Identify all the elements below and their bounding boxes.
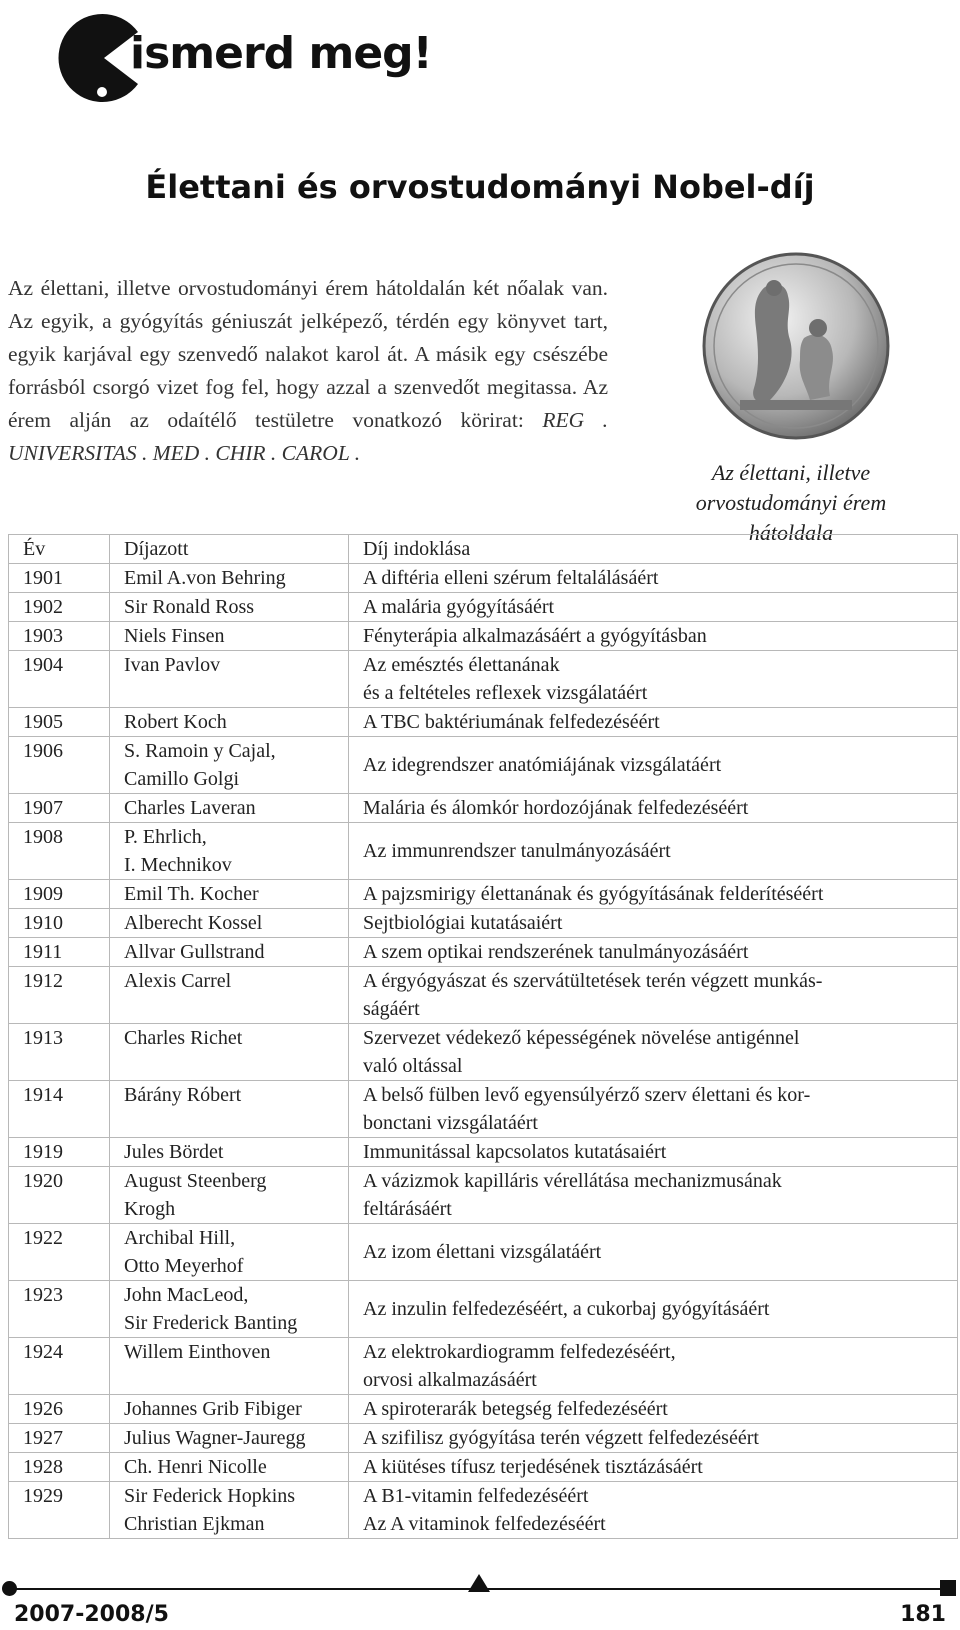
laureate-cell: [110, 564, 349, 593]
laureate-cell-text: Otto Meyerhof: [124, 1255, 244, 1277]
reason-cell: [349, 622, 958, 651]
table-row: [9, 1338, 958, 1395]
year-cell-text: 1923: [23, 1284, 63, 1306]
laureate-cell: [110, 1281, 349, 1338]
year-cell: [9, 564, 110, 593]
year-cell-text: 1924: [23, 1341, 63, 1363]
reason-cell-text: Az idegrendszer anatómiájának vizsgálatáért: [363, 754, 722, 776]
laureate-cell: [110, 938, 349, 967]
reason-cell: [349, 1281, 958, 1338]
table-row: [9, 1024, 958, 1081]
laureate-cell: [110, 1453, 349, 1482]
year-cell: [9, 1081, 110, 1138]
table-row: [9, 1424, 958, 1453]
reason-cell-text: A szifilisz gyógyítása terén végzett felfedezéséért: [363, 1427, 759, 1449]
table-header-row: [9, 535, 958, 564]
reason-cell: [349, 823, 958, 880]
laureate-cell: [110, 622, 349, 651]
year-cell: [9, 1424, 110, 1453]
laureate-cell: [110, 1024, 349, 1081]
year-cell-text: 1908: [23, 826, 63, 848]
laureate-cell-text: P. Ehrlich,: [124, 826, 207, 848]
year-cell: [9, 823, 110, 880]
year-cell: [9, 1024, 110, 1081]
year-cell-text: 1914: [23, 1084, 63, 1106]
reason-cell: [349, 1482, 958, 1539]
circle-icon: [2, 1581, 17, 1596]
reason-cell-text: Az izom élettani vizsgálatáért: [363, 1241, 602, 1263]
reason-cell-text: A diftéria elleni szérum feltalálásáért: [363, 567, 659, 589]
laureate-cell: [110, 880, 349, 909]
reason-cell: [349, 938, 958, 967]
year-cell: [9, 1338, 110, 1395]
laureate-cell-text: Emil A.von Behring: [124, 567, 286, 589]
table-row: [9, 909, 958, 938]
table-row: [9, 593, 958, 622]
laureate-cell-text: Camillo Golgi: [124, 768, 239, 790]
year-cell-text: 1913: [23, 1027, 63, 1049]
laureate-cell: [110, 737, 349, 794]
year-cell-text: 1904: [23, 654, 63, 676]
laureate-cell: [110, 1224, 349, 1281]
header-laureate: Díjazott: [110, 535, 349, 564]
issue-number: 2007-2008/5: [14, 1602, 169, 1627]
laureate-cell-text: Christian Ejkman: [124, 1513, 265, 1535]
reason-cell: [349, 967, 958, 1024]
year-cell-text: 1902: [23, 596, 63, 618]
laureate-cell: [110, 708, 349, 737]
reason-cell-text: ságáért: [363, 998, 420, 1020]
reason-cell-text: feltárásáért: [363, 1198, 452, 1220]
reason-cell: [349, 1167, 958, 1224]
reason-cell-text: A érgyógyászat és szervátültetések terén végzett munkás-: [363, 970, 823, 992]
laureate-cell: [110, 909, 349, 938]
laureate-cell-text: John MacLeod,: [124, 1284, 249, 1306]
year-cell-text: 1911: [23, 941, 63, 963]
year-cell: [9, 967, 110, 1024]
year-cell: [9, 1281, 110, 1338]
laureate-cell-text: I. Mechnikov: [124, 854, 232, 876]
year-cell: [9, 1453, 110, 1482]
reason-cell-text: Fényterápia alkalmazásáért a gyógyításban: [363, 625, 707, 647]
year-cell-text: 1919: [23, 1141, 63, 1163]
intro-text: Az élettani, illetve orvostudományi érem hátoldalán két nőalak van. Az egyik, a gyógyítás géniuszát jelképező, térdén egy könyvet tart, egyik karjával egy szenvedő nalakot karol át. A másik egy csészébe forrásból csorgó vizet fog fel, hogy azzal a szenvedőt megitassa. Az érem alján az odaítélő testületre vonatkozó körirat:: [8, 276, 608, 432]
table-row: [9, 967, 958, 1024]
laureate-cell: [110, 593, 349, 622]
laureate-cell-text: Allvar Gullstrand: [124, 941, 265, 963]
laureate-cell-text: S. Ramoin y Cajal,: [124, 740, 276, 762]
year-cell-text: 1920: [23, 1170, 63, 1192]
table-row: [9, 1224, 958, 1281]
table-row: [9, 1453, 958, 1482]
year-cell: [9, 1482, 110, 1539]
year-cell-text: 1907: [23, 797, 63, 819]
reason-cell-text: bonctani vizsgálatáért: [363, 1112, 538, 1134]
reason-cell-text: orvosi alkalmazásáért: [363, 1369, 537, 1391]
table-row: [9, 651, 958, 708]
page-footer: [0, 1578, 960, 1630]
reason-cell-text: Az A vitaminok felfedezéséért: [363, 1513, 606, 1535]
reason-cell: [349, 794, 958, 823]
table-row: [9, 794, 958, 823]
year-cell: [9, 737, 110, 794]
triangle-icon: [468, 1574, 490, 1592]
laureate-cell: [110, 1482, 349, 1539]
year-cell: [9, 651, 110, 708]
reason-cell-text: Sejtbiológiai kutatásaiért: [363, 912, 563, 934]
year-cell-text: 1906: [23, 740, 63, 762]
laureate-cell-text: Julius Wagner-Jauregg: [124, 1427, 306, 1449]
table-row: [9, 708, 958, 737]
table-row: [9, 1081, 958, 1138]
laureate-cell-text: Niels Finsen: [124, 625, 225, 647]
laureate-cell: [110, 1081, 349, 1138]
year-cell: [9, 1138, 110, 1167]
medal-image: [700, 250, 892, 442]
brand-title: ismerd meg!: [130, 28, 432, 79]
laureate-cell-text: August Steenberg: [124, 1170, 267, 1192]
reason-cell: [349, 1081, 958, 1138]
table-row: [9, 1138, 958, 1167]
reason-cell: [349, 909, 958, 938]
laureate-cell-text: Bárány Róbert: [124, 1084, 242, 1106]
laureate-cell-text: Robert Koch: [124, 711, 227, 733]
reason-cell-text: A TBC baktériumának felfedezéséért: [363, 711, 660, 733]
reason-cell: [349, 1224, 958, 1281]
laureate-cell-text: Archibal Hill,: [124, 1227, 236, 1249]
laureate-cell-text: Charles Richet: [124, 1027, 243, 1049]
reason-cell: [349, 651, 958, 708]
year-cell-text: 1903: [23, 625, 63, 647]
reason-cell-text: Immunitással kapcsolatos kutatásaiért: [363, 1141, 667, 1163]
laureate-cell-text: Alberecht Kossel: [124, 912, 263, 934]
year-cell-text: 1910: [23, 912, 63, 934]
table-row: [9, 880, 958, 909]
year-cell: [9, 593, 110, 622]
year-cell-text: 1926: [23, 1398, 63, 1420]
reason-cell: [349, 1024, 958, 1081]
reason-cell-text: A szem optikai rendszerének tanulmányozásáért: [363, 941, 749, 963]
reason-cell: [349, 1138, 958, 1167]
laureate-cell-text: Willem Einthoven: [124, 1341, 271, 1363]
intro-paragraph: [8, 272, 608, 470]
reason-cell-text: és a feltételes reflexek vizsgálatáért: [363, 682, 648, 704]
magazine-header: [52, 6, 472, 116]
laureate-cell-text: Sir Federick Hopkins: [124, 1485, 296, 1507]
laureate-cell-text: Alexis Carrel: [124, 970, 232, 992]
reason-cell-text: Az immunrendszer tanulmányozásáért: [363, 840, 671, 862]
year-cell: [9, 622, 110, 651]
table-row: [9, 622, 958, 651]
page-title: Élettani és orvostudományi Nobel-díj: [145, 168, 815, 206]
nobel-prize-table: [8, 534, 958, 1539]
table-row: [9, 938, 958, 967]
laureate-cell: [110, 823, 349, 880]
header-year: Év: [9, 535, 110, 564]
laureate-cell: [110, 794, 349, 823]
page-number: 181: [900, 1602, 946, 1627]
reason-cell-text: Az inzulin felfedezéséért, a cukorbaj gyógyításáért: [363, 1298, 770, 1320]
table-row: [9, 1395, 958, 1424]
laureate-cell-text: Johannes Grib Fibiger: [124, 1398, 302, 1420]
table-row: [9, 1482, 958, 1539]
laureate-cell-text: Sir Frederick Banting: [124, 1312, 298, 1334]
year-cell-text: 1901: [23, 567, 63, 589]
reason-cell: [349, 1424, 958, 1453]
table-body: [9, 564, 958, 1539]
reason-cell: [349, 737, 958, 794]
reason-cell-text: Szervezet védekező képességének növelése antigénnel: [363, 1027, 800, 1049]
reason-cell-text: A pajzsmirigy élettanának és gyógyításának felderítéséért: [363, 883, 824, 905]
year-cell: [9, 1224, 110, 1281]
year-cell: [9, 708, 110, 737]
reason-cell-text: A spiroterarák betegség felfedezéséért: [363, 1398, 668, 1420]
year-cell-text: 1912: [23, 970, 63, 992]
header-reason: Díj indoklása: [349, 535, 958, 564]
reason-cell-text: A belső fülben levő egyensúlyérző szerv élettani és kor-: [363, 1084, 811, 1106]
laureate-cell: [110, 1424, 349, 1453]
laureate-cell-text: Jules Bördet: [124, 1141, 224, 1163]
reason-cell-text: Malária és álomkór hordozójának felfedezéséért: [363, 797, 749, 819]
table-row: [9, 1281, 958, 1338]
laureate-cell: [110, 651, 349, 708]
reason-cell: [349, 1453, 958, 1482]
year-cell: [9, 909, 110, 938]
reason-cell: [349, 593, 958, 622]
laureate-cell-text: Charles Laveran: [124, 797, 256, 819]
year-cell: [9, 794, 110, 823]
reason-cell-text: A malária gyógyításáért: [363, 596, 555, 618]
reason-cell-text: A vázizmok kapilláris vérellátása mechanizmusának: [363, 1170, 782, 1192]
reason-cell-text: Az elektrokardiogramm felfedezéséért,: [363, 1341, 676, 1363]
laureate-cell-text: Ivan Pavlov: [124, 654, 221, 676]
table-row: [9, 1167, 958, 1224]
laureate-cell-text: Ch. Henri Nicolle: [124, 1456, 267, 1478]
laureate-cell: [110, 967, 349, 1024]
laureate-cell: [110, 1138, 349, 1167]
year-cell: [9, 1167, 110, 1224]
reason-cell-text: való oltással: [363, 1055, 463, 1077]
medal-caption: Az élettani, illetve orvostudományi érem hátoldala: [695, 460, 887, 545]
laureate-cell: [110, 1167, 349, 1224]
laureate-cell-text: Emil Th. Kocher: [124, 883, 259, 905]
reason-cell: [349, 880, 958, 909]
reason-cell: [349, 1395, 958, 1424]
reason-cell-text: A B1-vitamin felfedezéséért: [363, 1485, 589, 1507]
laureate-cell: [110, 1338, 349, 1395]
table-row: [9, 823, 958, 880]
year-cell-text: 1927: [23, 1427, 63, 1449]
reason-cell: [349, 708, 958, 737]
square-icon: [940, 1580, 956, 1596]
medal-inscription: REG . UNIVERSITAS . MED . CHIR . CAROL .: [8, 408, 609, 465]
laureate-cell: [110, 1395, 349, 1424]
laureate-cell-text: Krogh: [124, 1198, 176, 1220]
year-cell: [9, 880, 110, 909]
year-cell-text: 1909: [23, 883, 63, 905]
reason-cell: [349, 1338, 958, 1395]
reason-cell-text: A kiütéses tífusz terjedésének tisztázásáért: [363, 1456, 703, 1478]
year-cell: [9, 1395, 110, 1424]
laureate-cell-text: Sir Ronald Ross: [124, 596, 255, 618]
year-cell-text: 1928: [23, 1456, 63, 1478]
reason-cell: [349, 564, 958, 593]
year-cell-text: 1905: [23, 711, 63, 733]
year-cell-text: 1922: [23, 1227, 63, 1249]
year-cell-text: 1929: [23, 1485, 63, 1507]
table-row: [9, 564, 958, 593]
year-cell: [9, 938, 110, 967]
reason-cell-text: Az emésztés élettanának: [363, 654, 560, 676]
table-row: [9, 737, 958, 794]
